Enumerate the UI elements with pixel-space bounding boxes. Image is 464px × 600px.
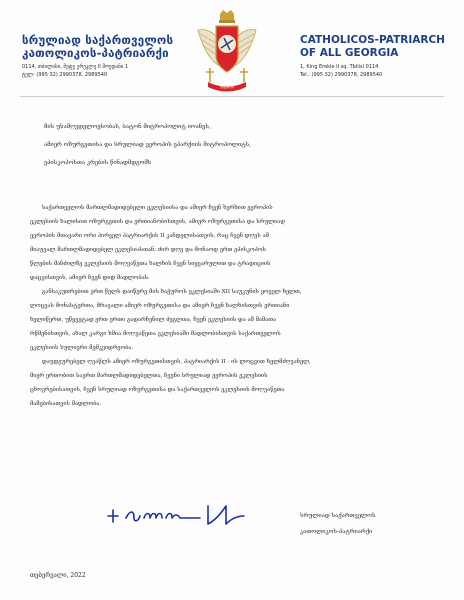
body-line: ცხოვრებისათვის, ჩვენ სრულიად ოზურგეთისა და საქართველოს ეკლესიის მოღვაწეთა [30,387,285,393]
body-line: დაუდგურებელ ღვაწლს ამიერ ოზურგეთისთვის, პატრიარქის II - ის ლოცვით ხელმძღვანელ, [42,359,311,365]
signature-title-line1: სრულიად საქართველოს [300,513,376,519]
letterhead-english [300,34,460,79]
body-line: მამებისათვის მადლობა. [30,401,102,407]
body-line: მიერ ერთობით საერთ მართლმადიდებელთა, ჩვენი სრულიად ევროპის ეკლესიის [30,373,268,379]
letterhead-georgian-address: 0114, თბილისი, მეფე ერეკლე II მოედანი 1 [22,64,129,70]
body-line: ეკლესიის ხალისით ოზურგეთის და ერთიანობისთვის, ამიერ ოზურგეთისა და სრულიად [30,219,285,225]
body-line: ლოცვას მონასტერთა, მრავალი ამიერ ოზურგეთისა და ამიერ ჩვენ ხალხისთვის ერთიანი [30,303,290,309]
body-paragraph [30,355,434,411]
body-paragraph [30,285,434,355]
letterhead-georgian-phone: ტელ: (995 32) 2990378, 2989540 [22,72,108,78]
addressee-block [44,118,424,172]
body-line: რწმენისთვის, ახალ კარგი ხმია მოღვაწეთა ეკლესიაში მადლობისთვის საქართველოს [30,331,281,337]
handwritten-signature [104,496,264,530]
body-line: ეკლესიის სულიერი მემკვიდრეობა. [30,345,134,351]
letter-body [30,201,434,411]
body-line: წლების მანძილზე ეკლესიის მოღვაწეთა ხალხის ჩვენ სიყვარულით და ტრადიციის [30,261,271,267]
letterhead-english-title-line1: CATHOLICOS-PATRIARCH [300,34,445,46]
signature-title-line2: კათოლიკოს-პატრიარქი [300,529,373,535]
body-line: დაცვისთვის, ამიერ ჩვენ დიდ მადლობას. [30,275,150,281]
letterhead-english-phone: Tel.: (995 32) 2990378, 2989540 [300,72,383,78]
addressee-line: მის უსამღვდელოესობას, ბატონ მიტროპოლიტ იოანეს, [44,124,211,130]
letterhead-divider [20,96,444,97]
letterhead-english-title-line2: OF ALL GEORGIA [300,47,399,59]
addressee-line: ეპისკოპოსთა კრების წინადმდგომს [44,160,152,166]
body-line: საქართველოს მართლმადიდებელი ეკლესიისა და ამიერ ჩვენ ხერხით ევროპის [42,205,273,211]
letterhead-georgian-title-line2: კათოლიკოს-პატრიარქი [22,46,169,60]
body-line: ხელიწერთ, უწყვეტად ერთ ერთი გადარჩენილ ძეგლთა, ჩვენ ეკლესიის და ამ მამათა [30,317,277,323]
body-paragraph [30,201,434,285]
letterhead-english-address: 1, King Erekle II sq. Tbilisi 0114 [300,64,379,70]
addressee-line: ამიერ ოზურგეთისა და სრულიად ევროპის ეპარქიის მიტროპოლიტს, [44,142,252,148]
letterhead-georgian-title-line1: სრულიად საქართველოს [22,33,174,47]
body-line: ევროპის მთავარი ორი პირველ პატრიარქის II კანდელისათვის, რაც ჩვენ დღეს ამ [30,233,269,239]
svg-text:ᲣᲤᲐᲚᲝ: ᲣᲤᲐᲚᲝ [220,85,234,90]
signature-block [300,508,450,540]
patriarchate-emblem-icon [190,8,264,94]
letter-date: თებერვალი, 2022 [30,572,86,579]
body-line: მიაუვალ მართლმადიდებელ ეკლესიასთან; ძირ დღე და მონაოდ ერთ ეპისკოპოს [30,247,266,253]
body-line: განსაკუთრებით ერთ წელს დაიწერე მის ხაჭუროს ეკლესიაში XII საუკუნის ყოველ ხელთ, [42,289,302,295]
letterhead-georgian [22,34,192,79]
